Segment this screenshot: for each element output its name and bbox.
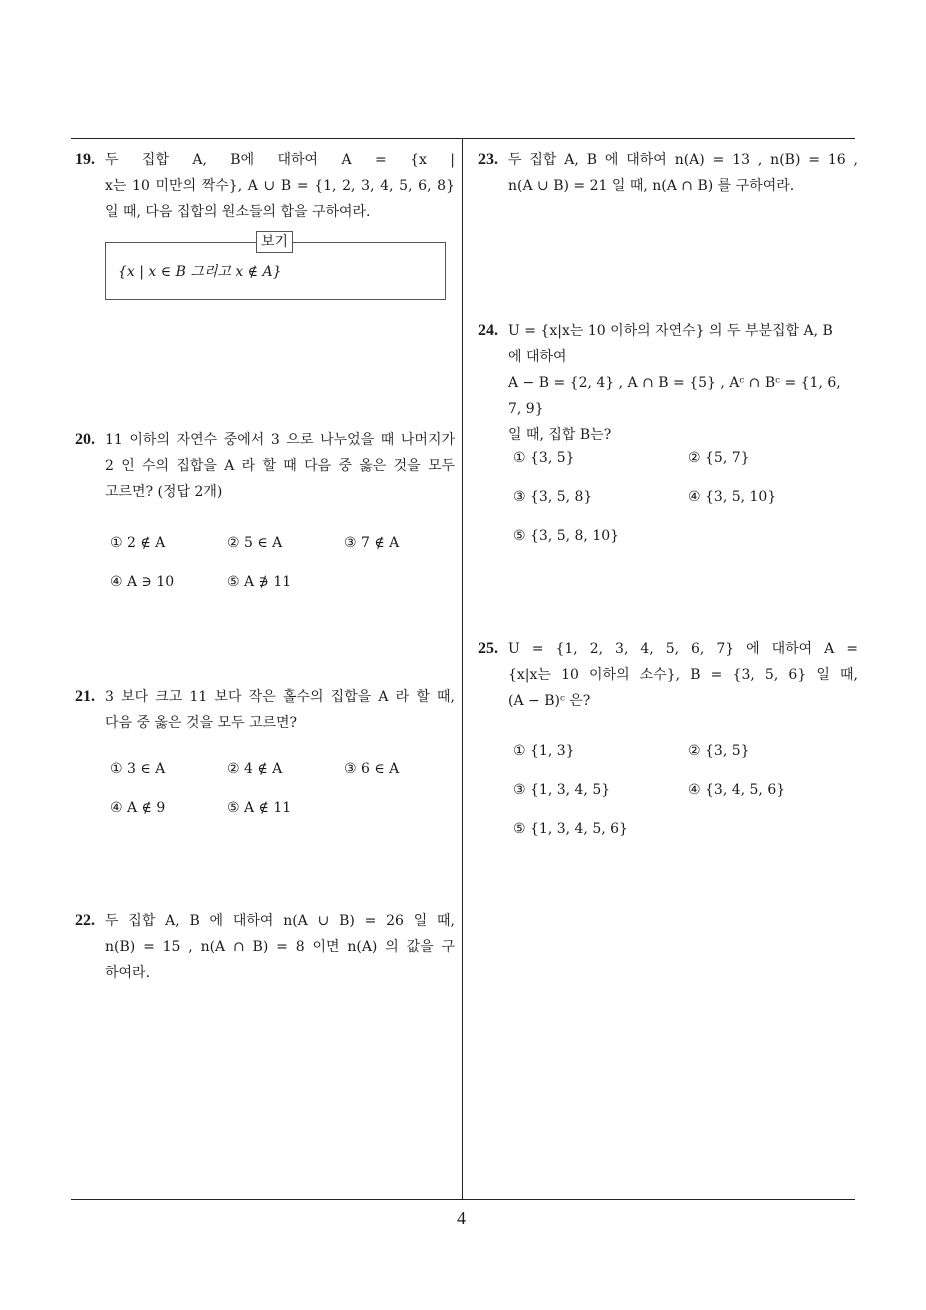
question-text-line: 일 때, 집합 B는? [508, 427, 612, 443]
answer-option[interactable]: ③ 6 ∈ A [344, 761, 400, 777]
example-box-text: {x | x ∈ B 그리고 x ∉ A} [118, 264, 282, 280]
question-text-line: A − B = {2, 4} , A ∩ B = {5} , Aᶜ ∩ Bᶜ = {1, 6, 7, 9} [508, 375, 841, 417]
answer-option[interactable]: ① {1, 3} [513, 743, 575, 759]
answer-option[interactable]: ④ A ∉ 9 [110, 800, 166, 816]
answer-option[interactable]: ③ 7 ∉ A [344, 535, 400, 551]
question-25 [478, 636, 858, 714]
question-number: 22. [75, 912, 95, 929]
answer-option[interactable]: ② 4 ∉ A [227, 761, 283, 777]
question-text-line: x는 10 미만의 짝수}, A ∪ B = {1, 2, 3, 4, 5, 6, 8} [105, 178, 455, 194]
question-number: 25. [478, 640, 498, 657]
example-box [105, 234, 446, 300]
question-number: 23. [478, 151, 498, 168]
answer-option[interactable]: ③ {1, 3, 4, 5} [513, 782, 611, 798]
question-text-line: 하여라. [105, 965, 151, 981]
question-text-line: n(B) = 15 , n(A ∩ B) = 8 이면 n(A) 의 값을 구 [105, 939, 455, 955]
answer-option[interactable]: ① 3 ∈ A [110, 761, 166, 777]
answer-option[interactable]: ② {3, 5} [688, 743, 750, 759]
question-number: 24. [478, 322, 498, 339]
answer-option[interactable]: ③ {3, 5, 8} [513, 489, 593, 505]
question-text-line: 일 때, 다음 집합의 원소들의 합을 구하여라. [105, 204, 371, 220]
question-text-line: 2 인 수의 집합을 A 라 할 때 다음 중 옳은 것을 모두 [105, 458, 455, 474]
answer-option[interactable]: ⑤ A ∉ 11 [227, 800, 292, 816]
answer-option[interactable]: ⑤ A ∌ 11 [227, 574, 292, 590]
example-box-label: 보기 [256, 231, 293, 253]
question-text-line: 두 집합 A, B에 대하여 A = {x | [105, 152, 455, 168]
question-19 [75, 147, 455, 225]
question-text-line: 에 대하여 [508, 349, 567, 365]
bottom-rule [71, 1199, 855, 1200]
question-text-line: (A − B)ᶜ 은? [508, 693, 591, 709]
question-22 [75, 908, 455, 986]
question-text-line: 다음 중 옳은 것을 모두 고르면? [105, 715, 298, 731]
question-text-line: 두 집합 A, B 에 대하여 n(A ∪ B) = 26 일 때, [105, 913, 455, 929]
question-number: 20. [75, 431, 95, 448]
column-divider [462, 139, 463, 1200]
question-text-line: 3 보다 크고 11 보다 작은 홀수의 집합을 A 라 할 때, [105, 689, 455, 705]
question-text-line: 두 집합 A, B 에 대하여 n(A) = 13 , n(B) = 16 , [508, 152, 858, 168]
question-number: 21. [75, 688, 95, 705]
answer-option[interactable]: ④ A ∋ 10 [110, 574, 175, 590]
answer-option[interactable]: ④ {3, 5, 10} [688, 489, 777, 505]
answer-option[interactable]: ④ {3, 4, 5, 6} [688, 782, 786, 798]
page-number: 4 [457, 1208, 466, 1228]
question-text-line: {x|x는 10 이하의 소수}, B = {3, 5, 6} 일 때, [508, 667, 858, 683]
question-text-line: n(A ∪ B) = 21 일 때, n(A ∩ B) 를 구하여라. [508, 178, 795, 194]
question-number: 19. [75, 151, 95, 168]
answer-option[interactable]: ① 2 ∉ A [110, 535, 166, 551]
answer-option[interactable]: ⑤ {3, 5, 8, 10} [513, 528, 620, 544]
question-20 [75, 427, 455, 505]
top-rule [71, 138, 855, 139]
question-24 [478, 318, 858, 448]
question-21 [75, 684, 455, 736]
answer-option[interactable]: ⑤ {1, 3, 4, 5, 6} [513, 821, 628, 837]
question-text-line: 11 이하의 자연수 중에서 3 으로 나누었을 때 나머지가 [105, 432, 455, 448]
question-text-line: U = {1, 2, 3, 4, 5, 6, 7} 에 대하여 A = [508, 641, 858, 657]
answer-option[interactable]: ② 5 ∈ A [227, 535, 283, 551]
question-text-line: 고르면? (정답 2개) [105, 484, 223, 500]
question-23 [478, 147, 858, 199]
question-text-line: U = {x|x는 10 이하의 자연수} 의 두 부분집합 A, B [508, 323, 833, 339]
answer-option[interactable]: ② {5, 7} [688, 450, 750, 466]
answer-option[interactable]: ① {3, 5} [513, 450, 575, 466]
